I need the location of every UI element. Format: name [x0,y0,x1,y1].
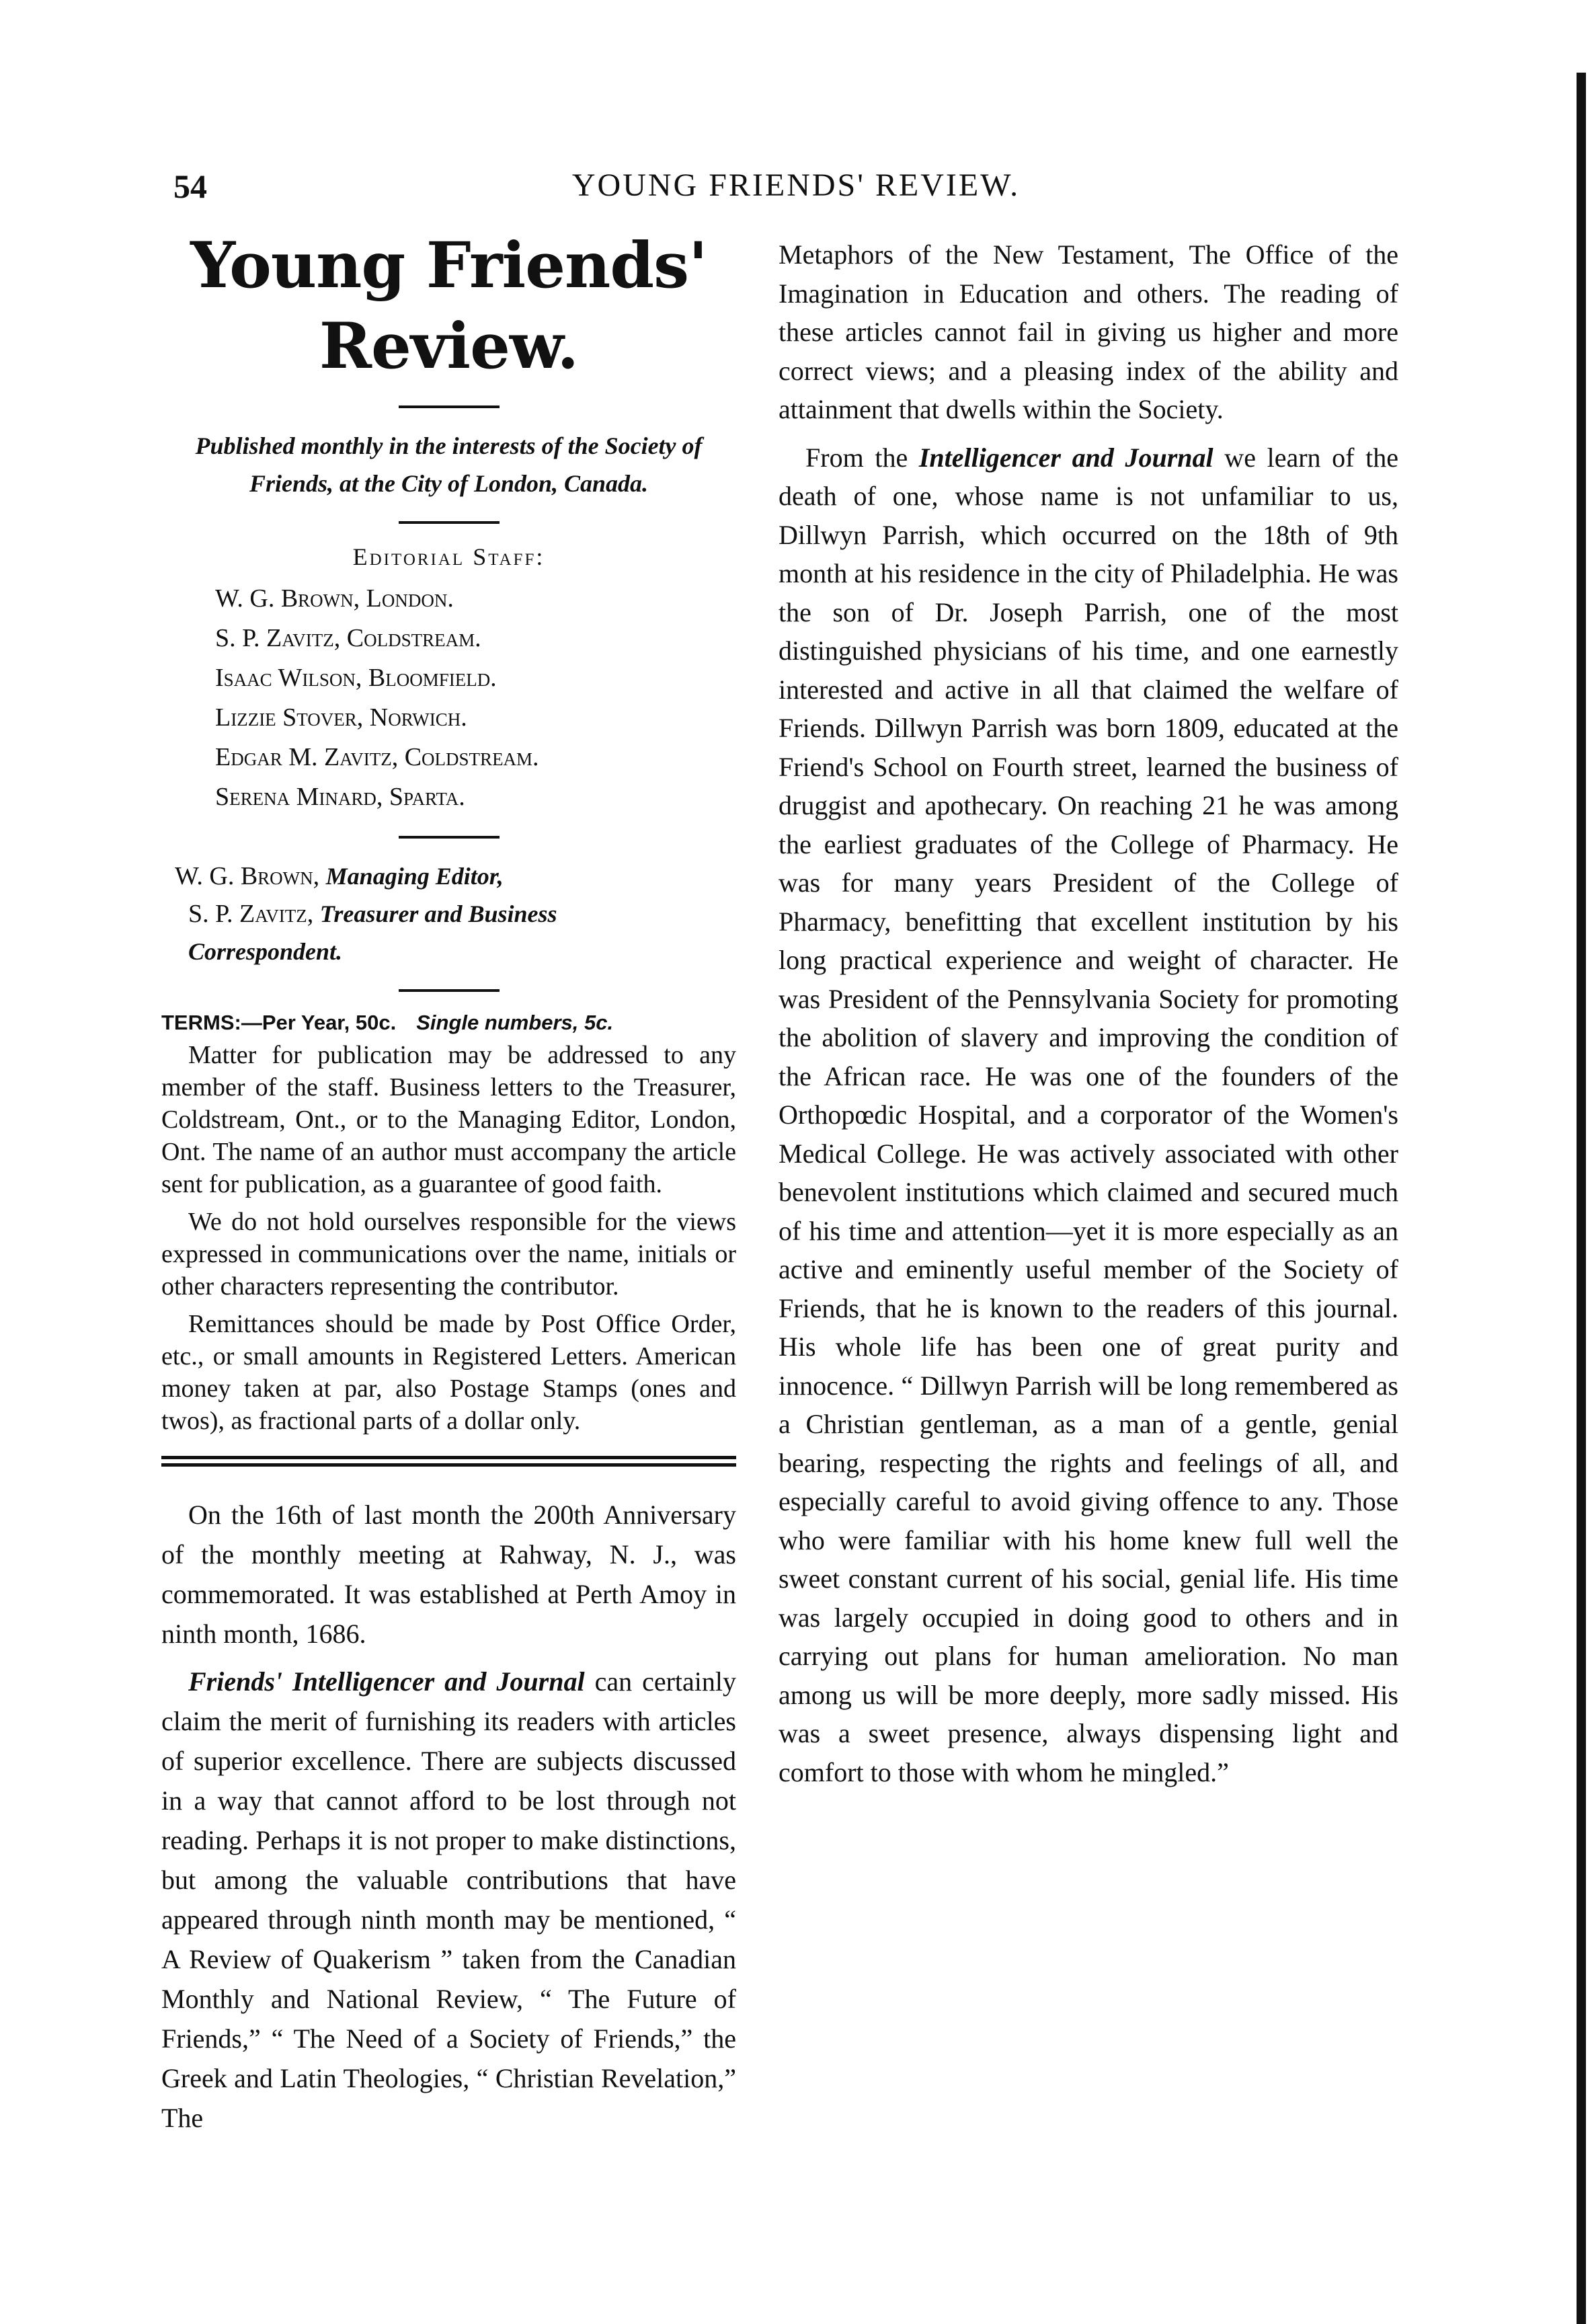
italic-title: Intelligencer and Journal [918,442,1213,473]
running-title: YOUNG FRIENDS' REVIEW. [571,167,1021,203]
article-paragraph [779,438,1398,1792]
terms-per-year: TERMS:—Per Year, 50c. [161,1011,397,1034]
staff-member: Serena Minard, Sparta. [215,783,465,811]
staff-member: Edgar M. Zavitz, Coldstream. [215,743,539,771]
staff-member: W. G. Brown, London. [215,584,454,613]
editorial-staff-list [161,579,736,817]
divider [399,405,500,408]
article-paragraph: Metaphors of the New Testament, The Office of the Imagination in Education and others. The reading of these articles cannot fail in giving us higher and more correct views; and a pleasing index of the ability and attainment that dwells within the Society. [779,239,1398,424]
managing-editor-name: W. G. Brown, [175,862,320,890]
editorial-staff-heading: Editorial Staff: [352,543,545,570]
divider [399,989,500,992]
article-paragraph [161,1662,736,2138]
paragraph-text: can certainly claim the merit of furnishing its readers with articles of superior excellence. There are subjects discussed in a way that cannot afford to be lost through not reading. Perhaps it is not proper to make distinctions, but among the valuable contributions that have appeared through ninth month may be mentioned, “ A Review of Quakerism ” taken from the Canadian Monthly and National Review, “ The Future of Friends,” “ The Need of a Society of Friends,” the Greek and Latin Theologies, “ Christian Revelation,” The [161,1666,736,2133]
subscription-terms [161,1011,736,1035]
double-rule-divider [161,1456,736,1467]
page-header [0,167,1592,214]
paragraph-text: we learn of the death of one, whose name is not unfamiliar to us, Dillwyn Parrish, which occurred on the 18th of 9th month at his residence in the city of Philadelphia. He was the son of Dr. Joseph Parrish, one of the most distinguished physicians of his time, and one earnestly interested and active in all that claimed the welfare of Friends. Dillwyn Parrish was born 1809, educated at the Friend's School on Fourth street, learned the business of druggist and apothecary. On reaching 21 he was among the earliest graduates of the College of Pharmacy. He was for many years President of the College of Pharmacy, benefitting that excellent institution by his long practical experience and weight of character. He was President of the Pennsylvania Society for promoting the abolition of slavery and improving the condition of the African race. He was one of the founders of the Orthopœdic Hospital, and a corporator of the Women's Medical College. He was actively associated with other benevolent institutions which claimed and secured much of his time and attention—yet it is more especially as an active and eminently useful member of the Society of Friends, that he is known to the readers of this journal. His whole life has been one of great purity and innocence. “ Dillwyn Parrish will be long remembered as a Christian gentleman, as a man of a gentle, genial bearing, respecting the rights and feelings of all, and especially careful to avoid giving offence to any. Those who were familiar with his home knew full well the sweet constant current of his social, genial life. His time was largely occupied in doing good to others and in carrying out plans for human amelioration. No man among us will be more deeply, more sadly missed. His was a sweet presence, always dispensing light and comfort to those with whom he mingled.” [779,442,1399,1787]
left-column [161,225,736,2146]
treasurer-name: S. P. Zavitz, [188,900,314,928]
managing-editor [161,857,736,895]
staff-member: S. P. Zavitz, Coldstream. [215,624,481,652]
article-paragraph: On the 16th of last month the 200th Anniversary of the monthly meeting at Rahway, N. J., was commemorated. It was established at Perth Amoy in ninth month, 1686. [161,1500,736,1649]
page-edge-bar [1577,73,1586,2324]
notice-paragraph: Remittances should be made by Post Office Order, etc., or small amounts in Registered Letters. American money taken at par, also Postage Stamps (ones and twos), as fractional parts of a dollar only. [161,1310,736,1435]
divider [399,521,500,524]
staff-member: Isaac Wilson, Bloomfield. [215,664,497,692]
right-column [779,235,1398,1801]
publication-statement: Published monthly in the interests of the Society of Friends, at the City of London, Canada. [195,432,703,497]
divider [399,836,500,839]
notice-paragraph: We do not hold ourselves responsible for the views expressed in communications over the name, initials or other characters representing the contributor. [161,1208,736,1301]
staff-member: Lizzie Stover, Norwich. [215,703,467,732]
page-number: 54 [173,167,207,205]
treasurer [161,895,736,970]
editors-block [161,857,736,970]
masthead-title: Young Friends' Review. [190,229,707,383]
managing-editor-role: Managing Editor, [325,863,504,890]
notice-paragraph: Matter for publication may be addressed to any member of the staff. Business letters to the Treasurer, Coldstream, Ont., or to the Managing Editor, London, Ont. The name of an author must accompany the article sent for publication, as a guarantee of good faith. [161,1041,736,1198]
treasurer-role: Treasurer and Business Correspondent. [188,900,557,965]
terms-single: Single numbers, 5c. [416,1011,614,1034]
italic-title: Friends' Intelligencer and Journal [188,1666,585,1697]
paragraph-text: From the [805,442,919,473]
